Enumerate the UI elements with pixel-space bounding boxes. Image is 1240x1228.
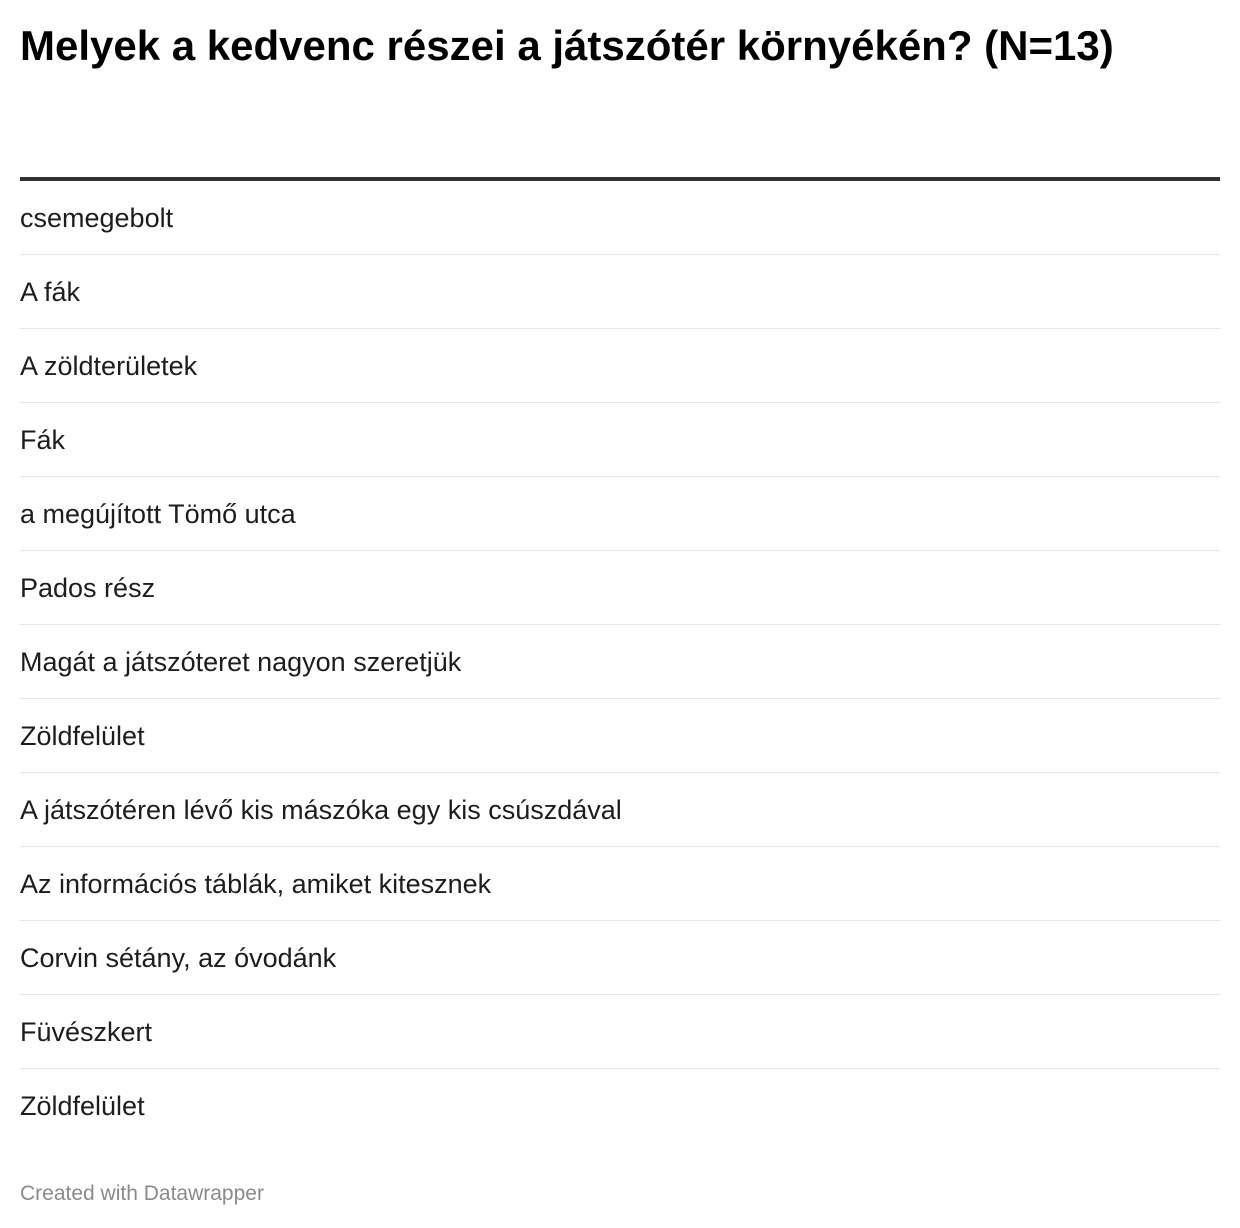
- chart-title: Melyek a kedvenc részei a játszótér környékén? (N=13): [20, 22, 1114, 69]
- table-cell: Füvészkert: [20, 1016, 153, 1047]
- table-row: [20, 773, 1220, 847]
- table-row: [20, 847, 1220, 921]
- table-cell: csemegebolt: [20, 202, 174, 233]
- table-cell: Az információs táblák, amiket kitesznek: [20, 868, 492, 899]
- table-cell: A játszótéren lévő kis mászóka egy kis csúszdával: [20, 794, 622, 825]
- table-row: [20, 921, 1220, 995]
- table-row: [20, 403, 1220, 477]
- table-row: [20, 625, 1220, 699]
- response-table: [20, 177, 1220, 1142]
- table-row: [20, 477, 1220, 551]
- table-cell: A zöldterületek: [20, 350, 198, 381]
- table-cell: Pados rész: [20, 572, 156, 603]
- table-row: [20, 1069, 1220, 1142]
- table-cell: A fák: [20, 276, 81, 307]
- table-cell: Fák: [20, 424, 66, 455]
- table-row: [20, 699, 1220, 773]
- table-cell: Corvin sétány, az óvodánk: [20, 942, 337, 973]
- footer-credit: Created with Datawrapper: [20, 1182, 264, 1205]
- table-row: [20, 255, 1220, 329]
- table-row: [20, 181, 1220, 255]
- table-row: [20, 329, 1220, 403]
- table-cell: Zöldfelület: [20, 720, 145, 751]
- table-row: [20, 551, 1220, 625]
- table-cell: Zöldfelület: [20, 1090, 145, 1121]
- table-cell: Magát a játszóteret nagyon szeretjük: [20, 646, 462, 677]
- table-row: [20, 995, 1220, 1069]
- table-cell: a megújított Tömő utca: [20, 498, 296, 529]
